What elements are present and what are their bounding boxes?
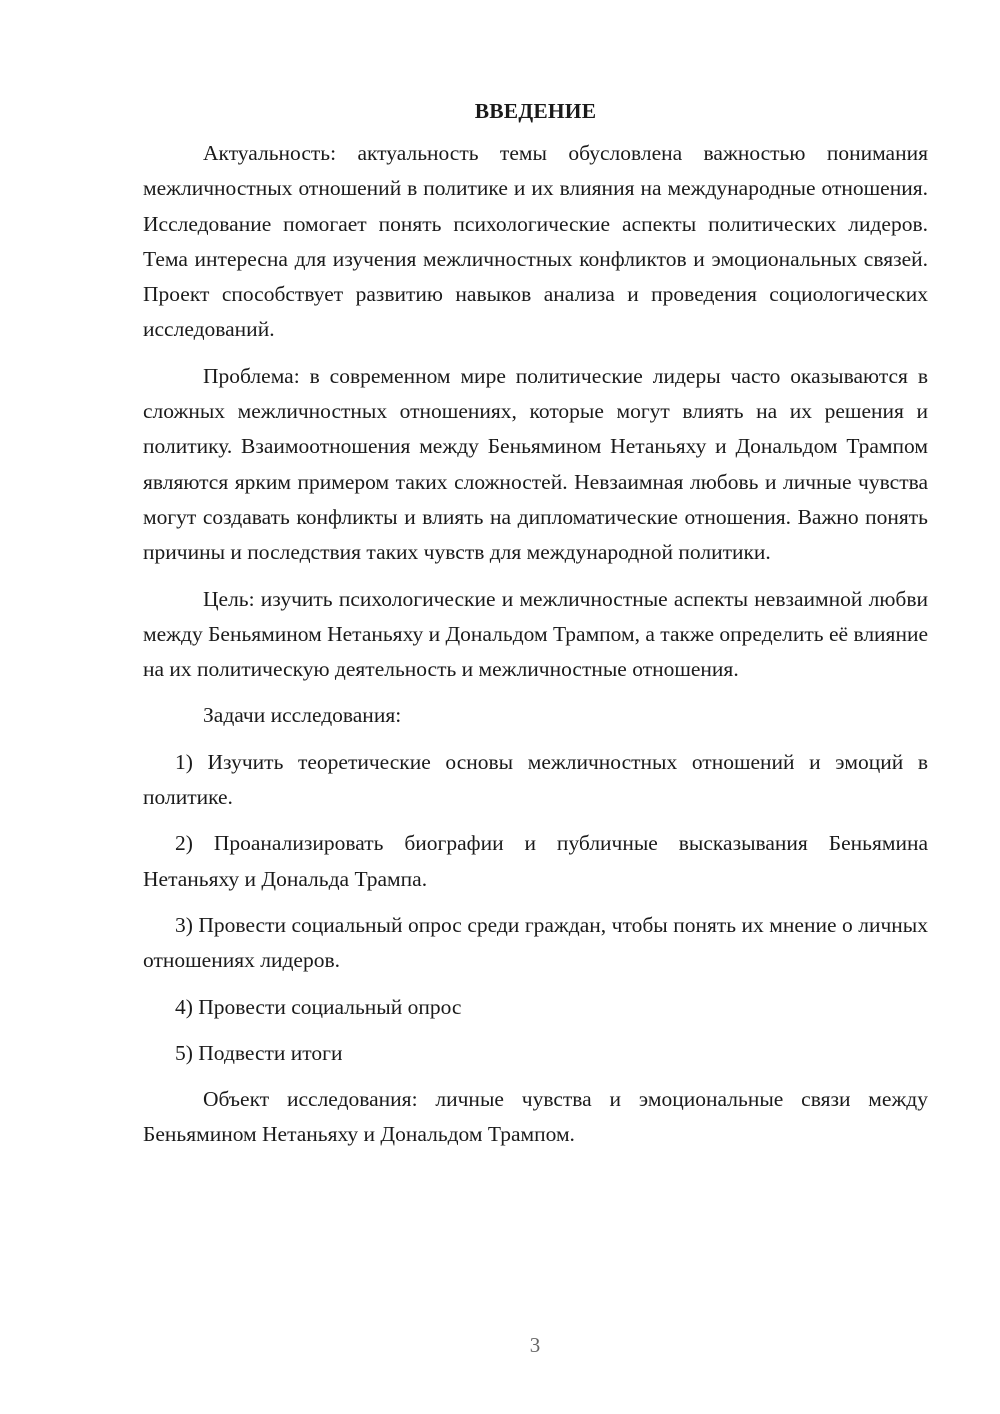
task-item-2: 2) Проанализировать биографии и публичные высказывания Беньямина Нетаньяху и Дональда Трампа. <box>143 831 928 891</box>
task-item-4: 4) Провести социальный опрос <box>175 994 462 1019</box>
document-page <box>143 96 928 1164</box>
page-title: ВВЕДЕНИЕ <box>474 99 597 123</box>
task-item-3: 3) Провести социальный опрос среди граждан, чтобы понять их мнение о личных отношениях лидеров. <box>143 912 928 973</box>
object-paragraph: Объект исследования: личные чувства и эмоциональные связи между Беньямином Нетаньяху и Дональдом Трампом. <box>143 1087 928 1147</box>
tasks-list <box>143 745 928 1071</box>
tasks-heading: Задачи исследования: <box>203 703 402 728</box>
relevance-paragraph: Актуальность: актуальность темы обусловлена важностью понимания межличностных отношений в политике и их влияния на международные отношения. Исследование помогает понять психологические аспекты политических лидеров. Тема интересна для изучения межличностных конфликтов и эмоциональных связей. Проект способствует развитию навыков анализа и проведения социологических исследований. <box>143 141 928 342</box>
page-number: 3 <box>529 1333 541 1357</box>
problem-paragraph: Проблема: в современном мире политические лидеры часто оказываются в сложных межличностных отношениях, которые могут влиять на их решения и политику. Взаимоотношения между Беньямином Нетаньяху и Дональдом Трампом являются ярким примером таких сложностей. Невзаимная любовь и личные чувства могут создавать конфликты и влиять на дипломатические отношения. Важно понять причины и последствия таких чувств для международной политики. <box>143 363 928 565</box>
goal-paragraph: Цель: изучить психологические и межличностные аспекты невзаимной любви между Беньямином Нетаньяху и Дональдом Трампом, а также определить её влияние на их политическую деятельность и межличностные отношения. <box>143 586 928 682</box>
task-item-1: 1) Изучить теоретические основы межличностных отношений и эмоций в политике. <box>143 749 928 810</box>
task-item-5: 5) Подвести итоги <box>175 1040 343 1065</box>
